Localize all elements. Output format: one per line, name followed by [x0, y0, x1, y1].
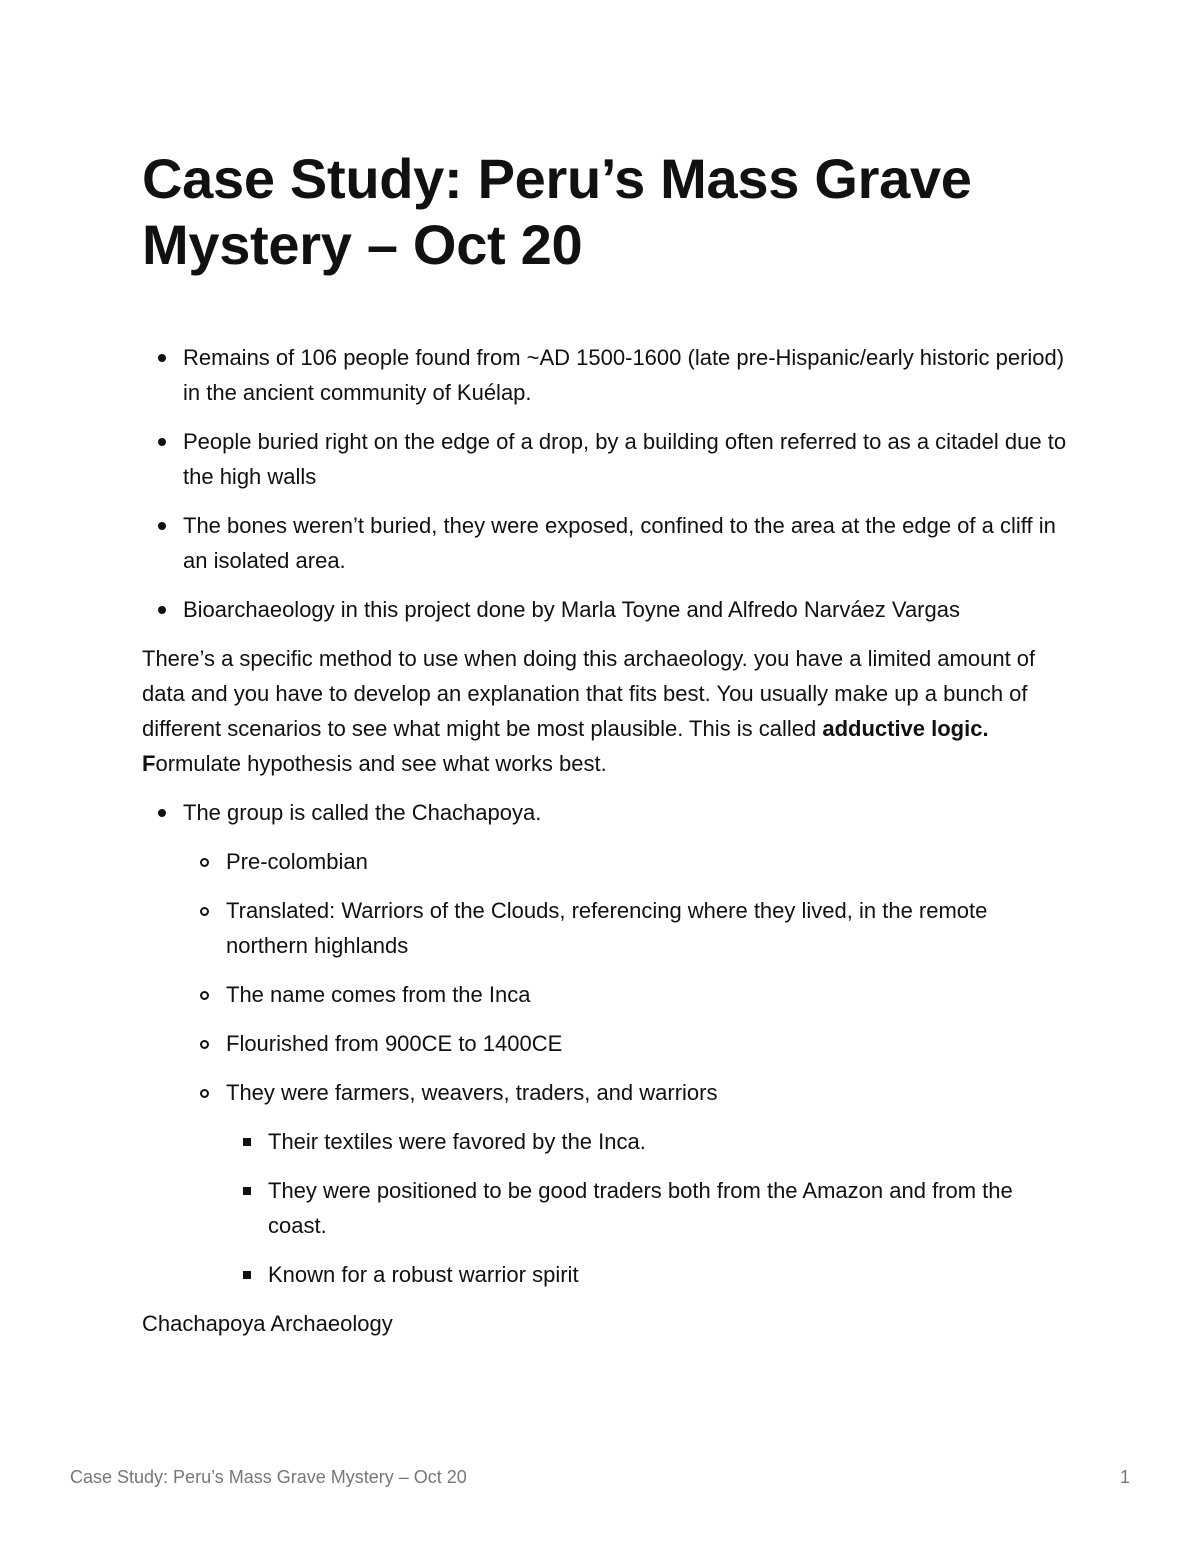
paragraph-text: There’s a specific method to use when doing this archaeology. you have a limited amount of data and you have to develop an explanation that fits best. You usually make up a bunch of different scenarios to see what might be most plausible. This is called — [142, 646, 1036, 741]
page-number: 1 — [1119, 1467, 1130, 1487]
sub-sub-list-item: They were positioned to be good traders both from the Amazon and from the coast. — [226, 1173, 1072, 1243]
list-item: Bioarchaeology in this project done by Marla Toyne and Alfredo Narváez Vargas — [142, 592, 1072, 627]
sub-list-item: Translated: Warriors of the Clouds, referencing where they lived, in the remote northern highlands — [183, 893, 1072, 963]
paragraph-text-end: ormulate hypothesis and see what works best. — [155, 751, 607, 776]
sub-list-item-occupations — [183, 1075, 1072, 1292]
group-label: The group is called the Chachapoya. — [183, 800, 542, 825]
bullet-list-group — [142, 795, 1072, 1292]
sub-list-item: The name comes from the Inca — [183, 977, 1072, 1012]
sub-sub-list — [226, 1124, 1072, 1292]
paragraph-bold-term: adductive logic. F — [142, 716, 989, 776]
list-item-group — [142, 795, 1072, 1292]
sub-sub-list-item: Known for a robust warrior spirit — [226, 1257, 1072, 1292]
bullet-list-top — [142, 340, 1072, 627]
sub-list-item: Flourished from 900CE to 1400CE — [183, 1026, 1072, 1061]
sub-list — [183, 844, 1072, 1292]
sub-list-item: Pre-colombian — [183, 844, 1072, 879]
sub-list-item-text: They were farmers, weavers, traders, and warriors — [226, 1080, 718, 1105]
footer-title: Case Study: Peru’s Mass Grave Mystery – Oct 20 — [70, 1467, 467, 1487]
list-item: People buried right on the edge of a drop, by a building often referred to as a citadel due to the high walls — [142, 424, 1072, 494]
page-title: Case Study: Peru’s Mass Grave Mystery – Oct 20 — [142, 147, 972, 276]
list-item: The bones weren’t buried, they were exposed, confined to the area at the edge of a cliff in an isolated area. — [142, 508, 1072, 578]
list-item: Remains of 106 people found from ~AD 1500-1600 (late pre-Hispanic/early historic period) in the ancient community of Kuélap. — [142, 340, 1072, 410]
method-paragraph — [142, 641, 1072, 781]
closing-heading: Chachapoya Archaeology — [142, 1311, 393, 1336]
sub-sub-list-item: Their textiles were favored by the Inca. — [226, 1124, 1072, 1159]
document-body — [142, 340, 1072, 1355]
